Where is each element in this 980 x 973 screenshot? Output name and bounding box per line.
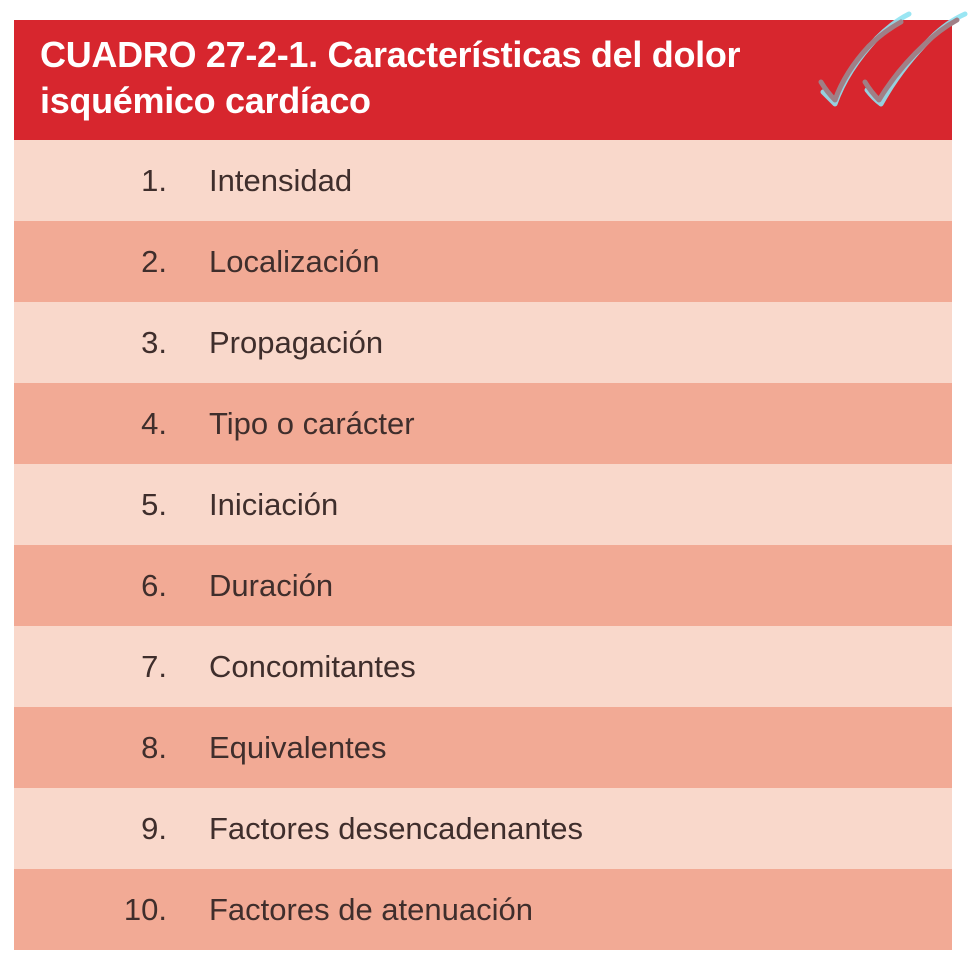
- row-number: 8.: [141, 729, 167, 765]
- table-row: [14, 464, 952, 545]
- row-number: 4.: [141, 405, 167, 441]
- table-row: [14, 626, 952, 707]
- row-label: Tipo o carácter: [209, 405, 415, 441]
- table-row: [14, 383, 952, 464]
- table-row: [14, 869, 952, 950]
- row-label: Intensidad: [209, 162, 353, 198]
- row-label: Iniciación: [209, 486, 339, 522]
- row-number: 7.: [141, 648, 167, 684]
- table-row: [14, 707, 952, 788]
- row-label: Factores de atenuación: [209, 891, 533, 927]
- row-number: 1.: [141, 162, 167, 198]
- row-label: Localización: [209, 243, 380, 279]
- table-row: [14, 302, 952, 383]
- table-row: [14, 221, 952, 302]
- row-number: 2.: [141, 243, 167, 279]
- row-number: 6.: [141, 567, 167, 603]
- table-body: [14, 140, 952, 950]
- table-row: [14, 788, 952, 869]
- row-label: Equivalentes: [209, 729, 387, 765]
- row-label: Factores desencadenantes: [209, 810, 583, 846]
- row-number: 3.: [141, 324, 167, 360]
- row-label: Concomitantes: [209, 648, 416, 684]
- handwritten-checkmark-icon: [805, 0, 980, 125]
- row-label: Duración: [209, 567, 334, 603]
- table-row: [14, 140, 952, 221]
- table-row: [14, 545, 952, 626]
- table-card: [14, 20, 952, 950]
- row-number: 5.: [141, 486, 167, 522]
- table-title: CUADRO 27-2-1. Características del dolor isquémico cardíaco: [40, 34, 741, 121]
- row-number: 9.: [141, 810, 167, 846]
- row-label: Propagación: [209, 324, 384, 360]
- row-number: 10.: [123, 891, 167, 927]
